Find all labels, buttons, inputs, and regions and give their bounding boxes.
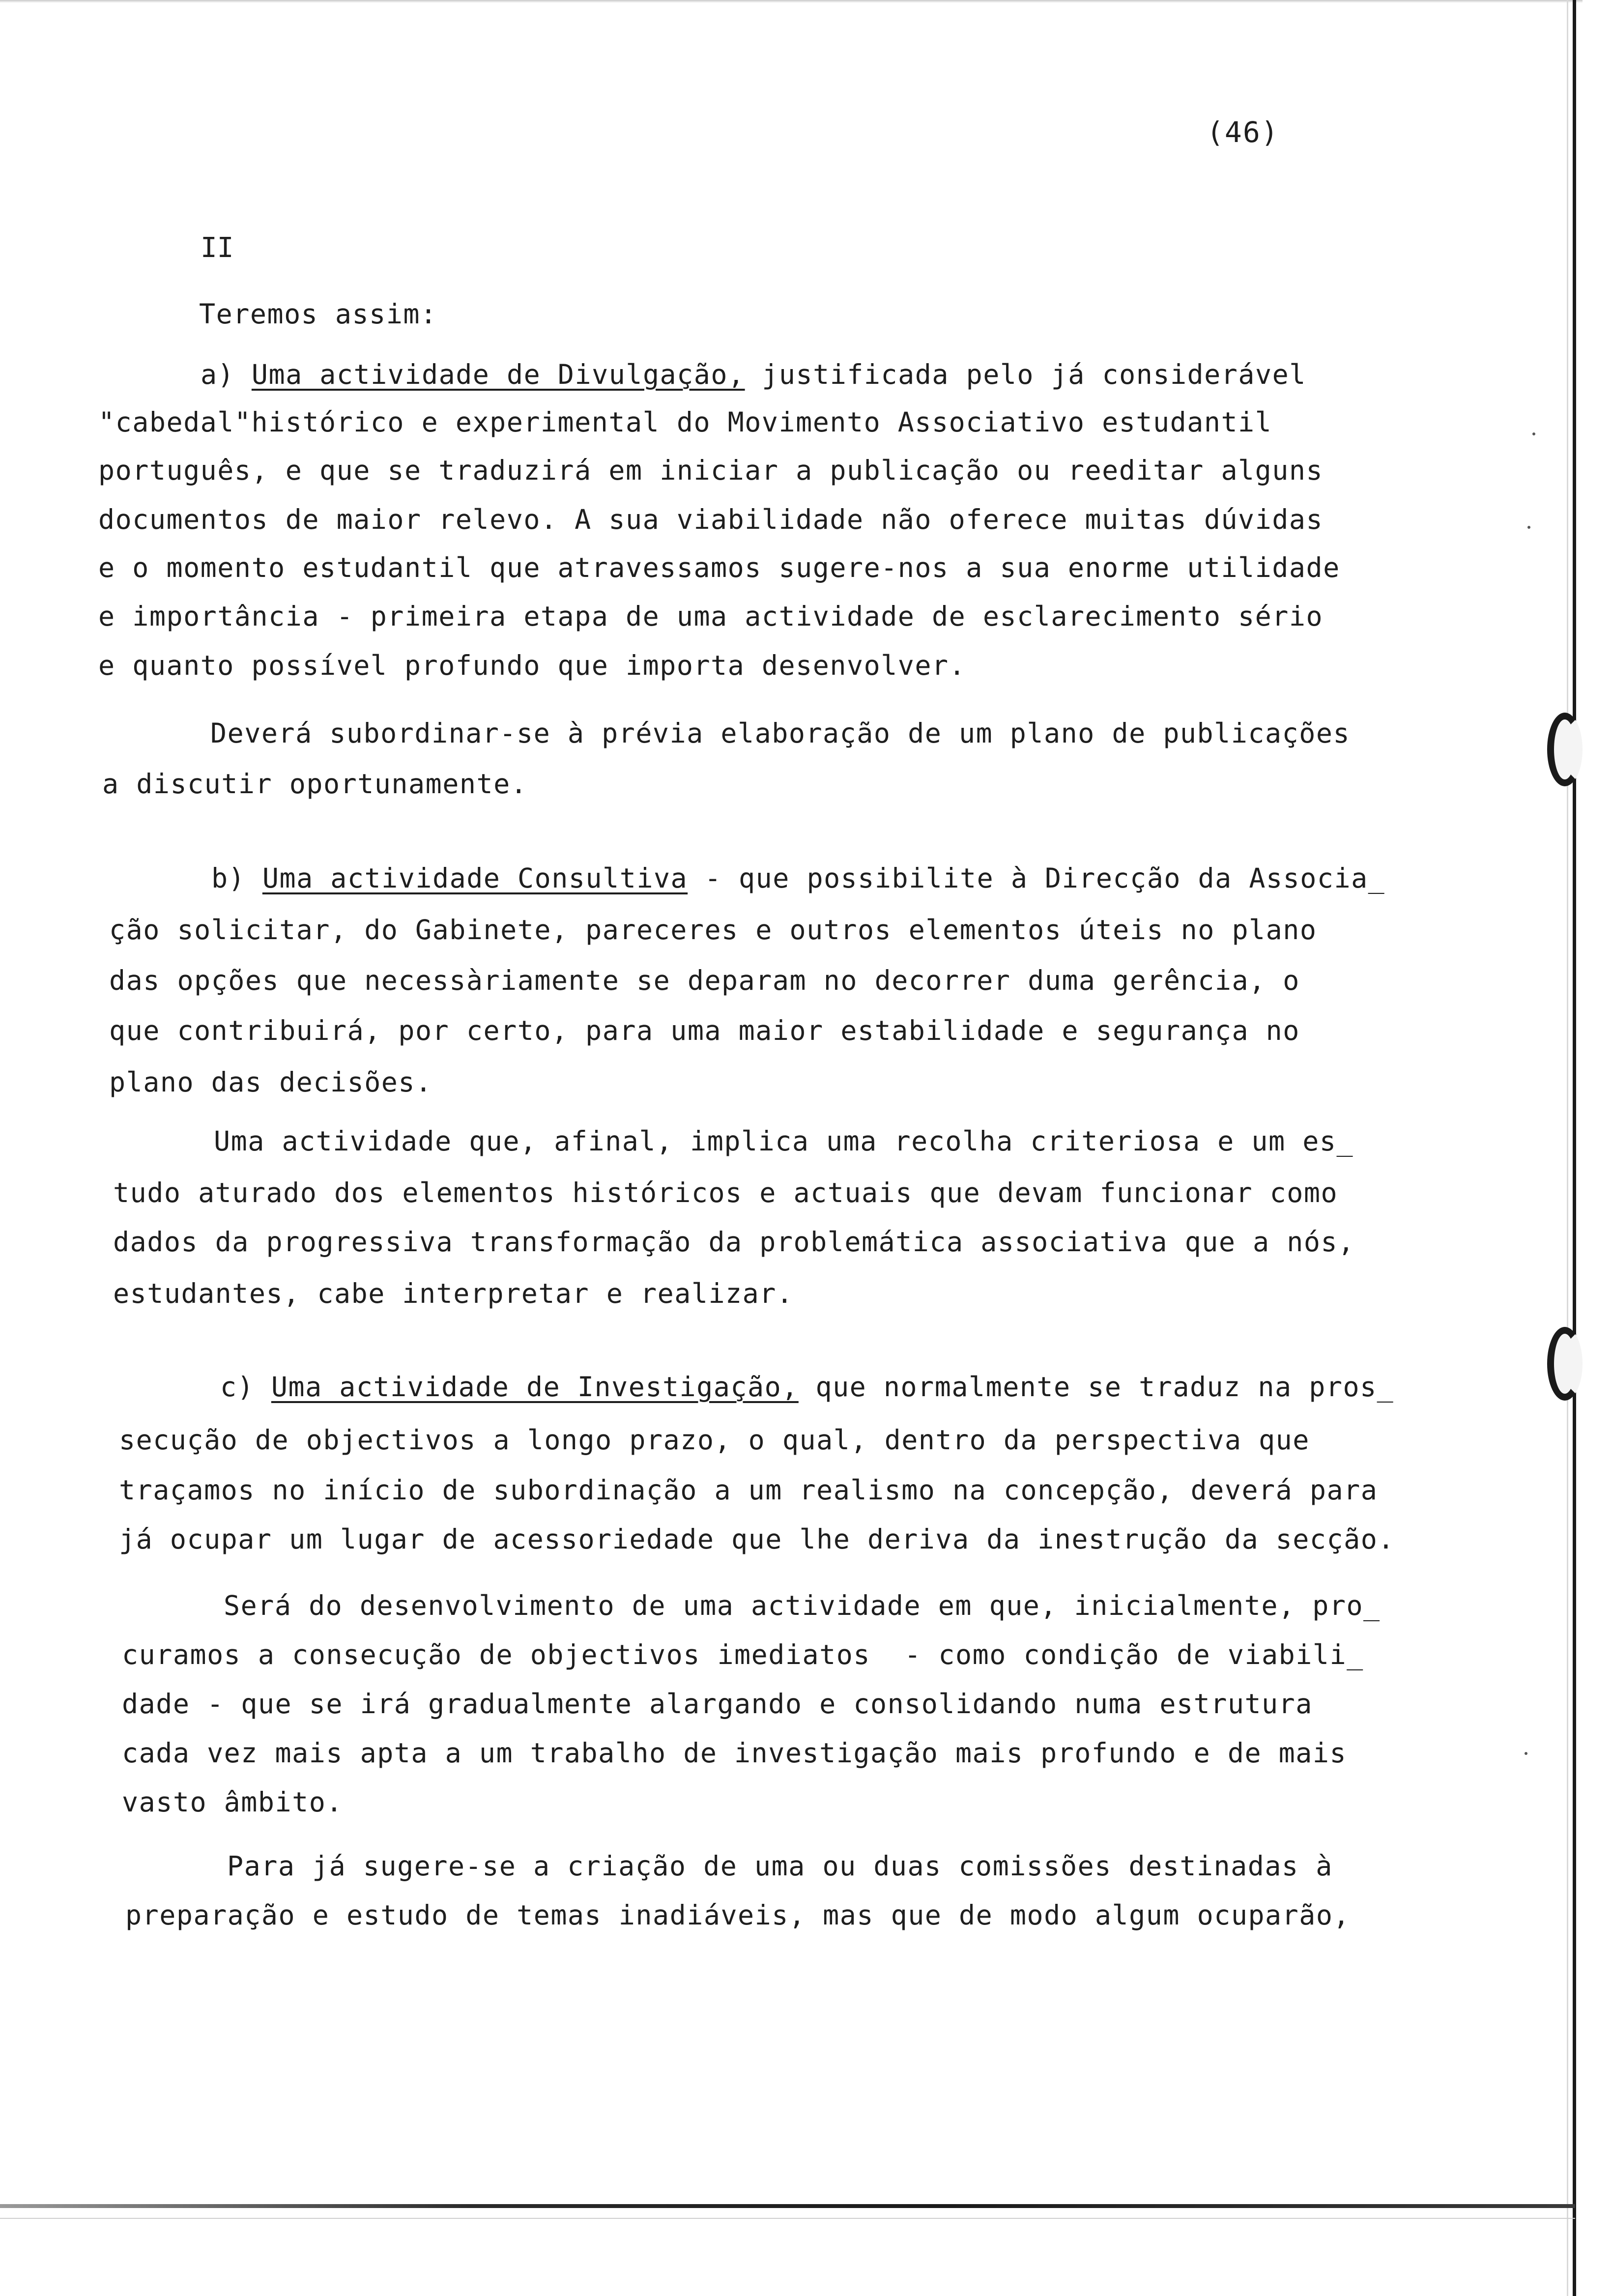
intro-line: Teremos assim: xyxy=(199,298,437,330)
para-a-line-4: documentos de maior relevo. A sua viabilidade não oferece muitas dúvidas xyxy=(98,504,1324,535)
para-b2-line-4: estudantes, cabe interpretar e realizar. xyxy=(113,1278,794,1309)
para-c-heading: Uma actividade de Investigação, xyxy=(271,1371,799,1403)
para-a-line-1 xyxy=(201,361,1306,388)
para-a-heading: Uma actividade de Divulgação, xyxy=(251,359,745,390)
para-b-line-3: das opções que necessàriamente se deparam no decorrer duma gerência, o xyxy=(109,965,1300,996)
para-c-line-3: traçamos no início de subordinação a um realismo na concepção, deverá para xyxy=(119,1474,1378,1506)
page-number: (46) xyxy=(1207,115,1279,149)
para-b-line-1-rest: - que possibilite à Direcção da Associa_ xyxy=(688,862,1385,894)
punch-hole-icon xyxy=(1547,713,1583,786)
para-c2-line-3: dade - que se irá gradualmente alargando e consolidando numa estrutura xyxy=(122,1688,1313,1720)
scan-speck xyxy=(1532,432,1535,435)
para-c3-line-1: Para já sugere-se a criação de uma ou duas comissões destinadas à xyxy=(227,1850,1333,1882)
para-c-label: c) xyxy=(220,1371,271,1403)
section-numeral: II xyxy=(201,232,234,264)
para-a-line-6: e importância - primeira etapa de uma actividade de esclarecimento sério xyxy=(98,601,1324,632)
para-a-label: a) xyxy=(201,359,252,390)
para-a-line-2: "cabedal"histórico e experimental do Movimento Associativo estudantil xyxy=(98,406,1272,438)
para-c-line-2: secução de objectivos a longo prazo, o qual, dentro da perspectiva que xyxy=(119,1424,1310,1456)
para-b-line-5: plano das decisões. xyxy=(109,1066,432,1098)
para-a2-line-1: Deverá subordinar-se à prévia elaboração de um plano de publicações xyxy=(210,718,1351,749)
para-c-line-1-rest: que normalmente se traduz na pros_ xyxy=(798,1371,1394,1403)
para-c3-line-2: preparação e estudo de temas inadiáveis, mas que de modo algum ocuparão, xyxy=(125,1899,1351,1931)
punch-hole-icon xyxy=(1547,1327,1583,1401)
para-b-line-4: que contribuirá, por certo, para uma maior estabilidade e segurança no xyxy=(109,1015,1300,1046)
para-a-line-3: português, e que se traduzirá em iniciar a publicação ou reeditar alguns xyxy=(98,455,1324,486)
para-b2-line-2: tudo aturado dos elementos históricos e actuais que devam funcionar como xyxy=(113,1177,1338,1208)
para-b2-line-3: dados da progressiva transformação da problemática associativa que a nós, xyxy=(113,1226,1355,1258)
para-c2-line-1: Será do desenvolvimento de uma actividade em que, inicialmente, pro_ xyxy=(224,1590,1381,1621)
para-c-line-4: já ocupar um lugar de acessoriedade que lhe deriva da inestrução da secção. xyxy=(119,1523,1395,1555)
para-b-line-2: ção solicitar, do Gabinete, pareceres e outros elementos úteis no plano xyxy=(109,914,1317,946)
scan-bottom-border xyxy=(0,2204,1575,2208)
para-c2-line-2: curamos a consecução de objectivos imediatos - como condição de viabili_ xyxy=(122,1639,1364,1670)
para-c2-line-4: cada vez mais apta a um trabalho de investigação mais profundo e de mais xyxy=(122,1737,1347,1769)
scan-top-edge xyxy=(0,0,1583,3)
para-c-line-1 xyxy=(220,1371,1394,1403)
scan-right-border xyxy=(1573,0,1576,2296)
para-a2-line-2: a discutir oportunamente. xyxy=(102,768,528,800)
para-b-line-1 xyxy=(211,862,1385,894)
para-a-line-1-rest: justificada pelo já considerável xyxy=(745,359,1306,390)
para-c2-line-5: vasto âmbito. xyxy=(122,1786,343,1818)
scan-bottom-thin-line xyxy=(0,2218,1575,2219)
scan-right-shadow xyxy=(1567,0,1568,2296)
scan-speck xyxy=(1525,1752,1527,1755)
para-a-line-7: e quanto possível profundo que importa desenvolver. xyxy=(98,650,966,681)
para-b-heading: Uma actividade Consultiva xyxy=(262,862,688,894)
para-a-line-5: e o momento estudantil que atravessamos sugere-nos a sua enorme utilidade xyxy=(98,552,1340,583)
para-b2-line-1: Uma actividade que, afinal, implica uma recolha criteriosa e um es_ xyxy=(214,1125,1354,1157)
para-b-label: b) xyxy=(211,862,262,894)
scan-speck xyxy=(1527,526,1530,529)
